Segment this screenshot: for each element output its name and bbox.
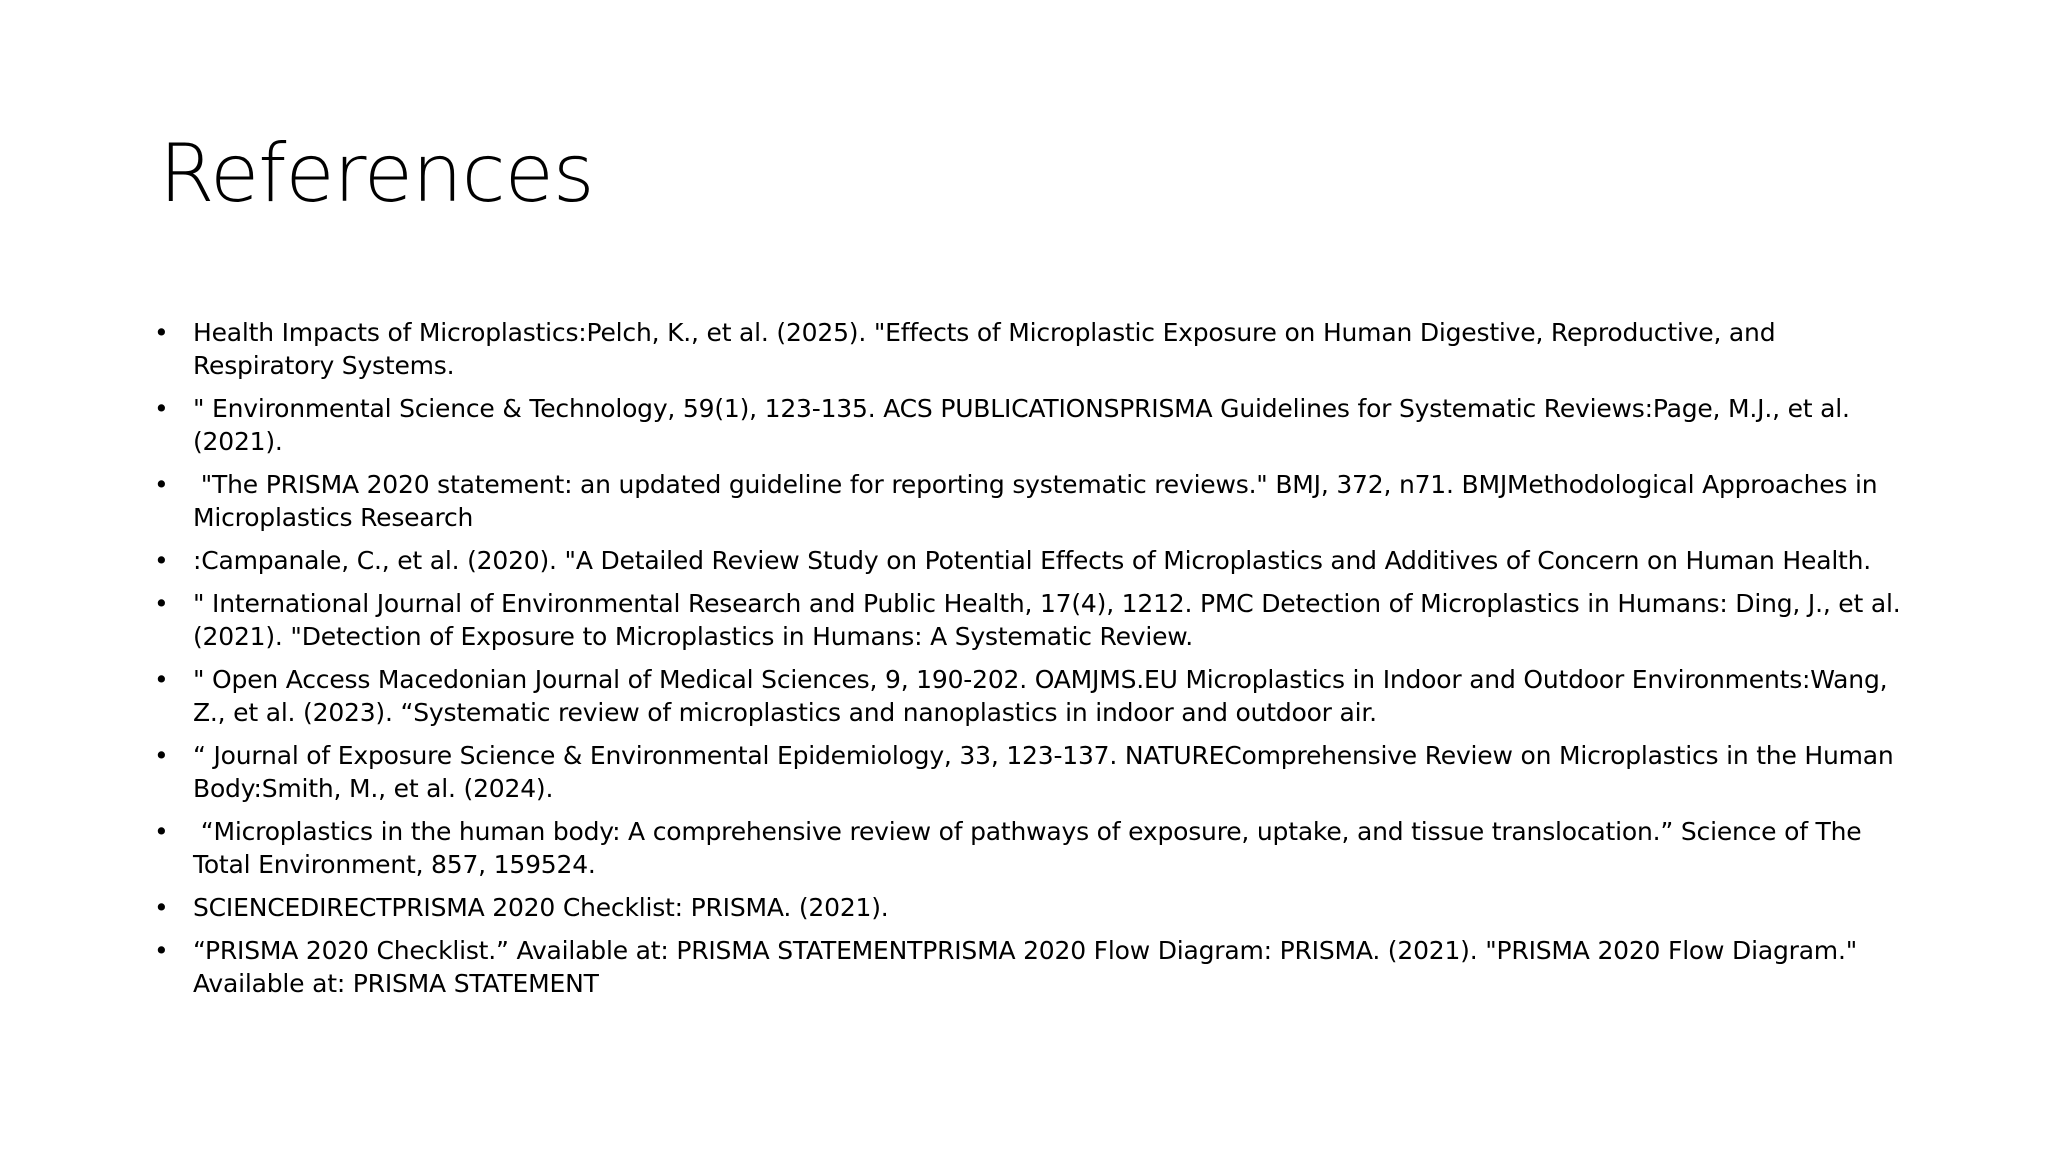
reference-item <box>154 663 1919 729</box>
reference-item <box>154 316 1919 382</box>
bullet-icon: • <box>154 817 169 846</box>
reference-text: Health Impacts of Microplastics:Pelch, K., et al. (2025). "Effects of Microplastic Exposure on Human Digestive, Reproductive, and Respiratory Systems. <box>193 318 1776 380</box>
bullet-icon: • <box>154 665 169 694</box>
reference-text: “ Journal of Exposure Science & Environmental Epidemiology, 33, 123-137. NATUREComprehensive Review on Microplastics in the Human Body:Smith, M., et al. (2024). <box>193 741 1894 803</box>
reference-text: " International Journal of Environmental Research and Public Health, 17(4), 1212. PMC Detection of Microplastics in Humans: Ding, J., et al. (2021). "Detection of Exposure to Microplastics in Humans: A Systematic Review. <box>193 589 1901 651</box>
bullet-icon: • <box>154 470 169 499</box>
reference-item <box>154 544 1919 577</box>
bullet-icon: • <box>154 546 169 575</box>
reference-text: " Open Access Macedonian Journal of Medical Sciences, 9, 190-202. OAMJMS.EU Microplastics in Indoor and Outdoor Environments:Wang, Z., et al. (2023). “Systematic review of microplastics and nanoplastics in indoor and outdoor air. <box>193 665 1888 727</box>
bullet-icon: • <box>154 394 169 423</box>
bullet-icon: • <box>154 893 169 922</box>
reference-item <box>154 739 1919 805</box>
bullet-icon: • <box>154 741 169 770</box>
reference-text: “PRISMA 2020 Checklist.” Available at: PRISMA STATEMENTPRISMA 2020 Flow Diagram: PRISMA. (2021). "PRISMA 2020 Flow Diagram." Available at: PRISMA STATEMENT <box>193 936 1858 998</box>
reference-item <box>154 934 1919 1000</box>
slide-title: References <box>159 127 594 220</box>
reference-item <box>154 587 1919 653</box>
reference-text: "The PRISMA 2020 statement: an updated guideline for reporting systematic reviews." BMJ, 372, n71. BMJMethodological Approaches in Microplastics Research <box>193 470 1886 532</box>
reference-item <box>154 468 1919 534</box>
bullet-icon: • <box>154 589 169 618</box>
reference-list <box>154 316 1919 1010</box>
reference-item <box>154 815 1919 881</box>
reference-text: :Campanale, C., et al. (2020). "A Detailed Review Study on Potential Effects of Microplastics and Additives of Concern on Human Health. <box>193 546 1872 575</box>
reference-text: “Microplastics in the human body: A comprehensive review of pathways of exposure, uptake, and tissue translocation.” Science of The Total Environment, 857, 159524. <box>193 817 1870 879</box>
reference-item <box>154 392 1919 458</box>
bullet-icon: • <box>154 318 169 347</box>
bullet-icon: • <box>154 936 169 965</box>
reference-text: " Environmental Science & Technology, 59(1), 123-135. ACS PUBLICATIONSPRISMA Guidelines for Systematic Reviews:Page, M.J., et al. (2021). <box>193 394 1850 456</box>
reference-item <box>154 891 1919 924</box>
reference-text: SCIENCEDIRECTPRISMA 2020 Checklist: PRISMA. (2021). <box>193 893 889 922</box>
